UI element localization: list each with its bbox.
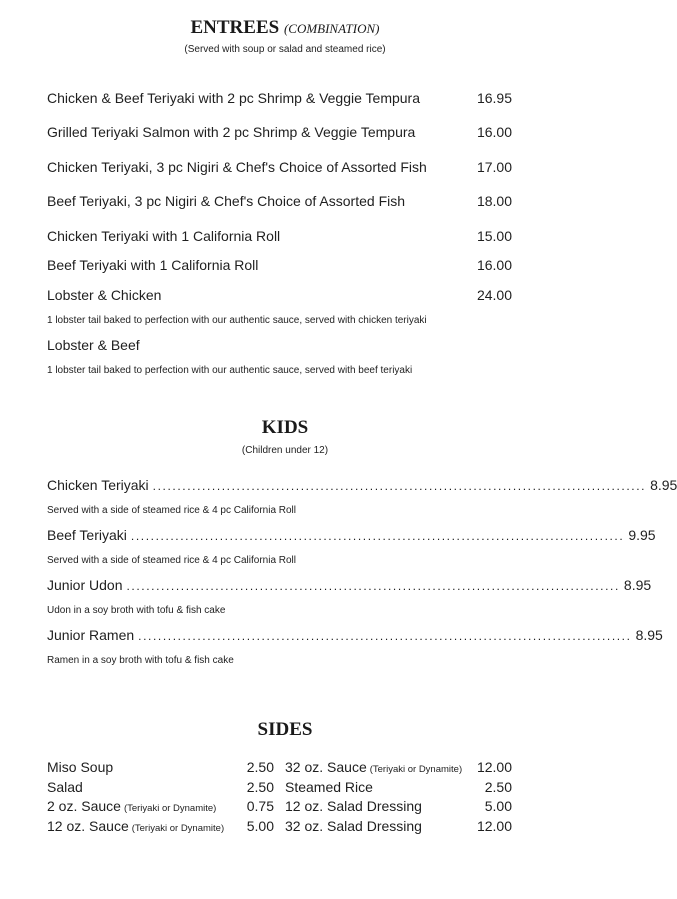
item-name: Beef Teriyaki <box>47 527 127 543</box>
side-item <box>47 797 274 818</box>
item-name: Grilled Teriyaki Salmon with 2 pc Shrimp & Veggie Tempura <box>47 124 416 140</box>
sides-title: SIDES <box>257 719 313 740</box>
entrees-heading <box>0 17 570 39</box>
side-item <box>47 817 274 838</box>
item-description: 1 lobster tail baked to perfection with our authentic sauce, served with chicken teriyaki <box>47 315 427 326</box>
side-price: 5.00 <box>246 818 274 834</box>
item-price: 8.95 <box>635 627 663 643</box>
dot-leader: .................................................................................................... <box>130 529 625 543</box>
item-description: Served with a side of steamed rice & 4 pc California Roll <box>47 505 297 516</box>
menu-item <box>47 192 512 210</box>
side-price: 2.50 <box>246 759 274 775</box>
menu-item <box>47 158 512 176</box>
side-name: Steamed Rice <box>285 779 373 795</box>
item-name: Lobster & Chicken <box>47 287 162 303</box>
side-name: Miso Soup <box>47 759 114 775</box>
item-name: Chicken Teriyaki <box>47 477 149 493</box>
side-price: 2.50 <box>484 779 512 795</box>
item-price: 9.95 <box>628 527 656 543</box>
menu-item <box>47 576 652 595</box>
side-item <box>47 778 274 796</box>
item-name: Chicken & Beef Teriyaki with 2 pc Shrimp & Veggie Tempura <box>47 90 421 106</box>
menu-item <box>47 89 512 107</box>
side-name: 12 oz. Salad Dressing <box>285 798 422 814</box>
entrees-title: ENTREES <box>190 17 280 38</box>
menu-item <box>47 626 663 645</box>
side-price: 12.00 <box>476 818 512 834</box>
item-description: Udon in a soy broth with tofu & fish cake <box>47 605 226 616</box>
menu-item <box>47 526 656 545</box>
item-price: 16.00 <box>476 124 512 140</box>
side-name: 12 oz. Sauce <box>47 818 129 834</box>
item-price: 16.95 <box>476 90 512 106</box>
item-name: Junior Ramen <box>47 627 135 643</box>
dot-leader: .................................................................................................... <box>126 579 620 593</box>
menu-item <box>47 256 512 274</box>
item-price: 16.00 <box>476 257 512 273</box>
side-note: (Teriyaki or Dynamite) <box>369 764 463 775</box>
item-price: 24.00 <box>476 287 512 303</box>
item-name: Chicken Teriyaki, 3 pc Nigiri & Chef's Choice of Assorted Fish <box>47 159 427 175</box>
item-price: 18.00 <box>476 193 512 209</box>
item-name: Lobster & Beef <box>47 337 140 353</box>
item-description: 1 lobster tail baked to perfection with our authentic sauce, served with beef teriyaki <box>47 365 413 376</box>
kids-title: KIDS <box>261 417 309 438</box>
kids-subtitle: (Children under 12) <box>241 445 329 456</box>
side-name: Salad <box>47 779 83 795</box>
kids-heading <box>0 417 570 439</box>
side-item <box>285 758 512 779</box>
side-price: 12.00 <box>476 759 512 775</box>
side-item <box>285 778 512 796</box>
menu-item <box>47 227 512 245</box>
menu-item <box>47 286 512 304</box>
dot-leader: .................................................................................................... <box>138 629 632 643</box>
item-name: Beef Teriyaki with 1 California Roll <box>47 257 259 273</box>
entrees-subtitle: (Served with soup or salad and steamed rice) <box>184 44 386 55</box>
menu-item <box>47 476 677 495</box>
menu-item <box>47 123 512 141</box>
menu-item <box>47 336 512 354</box>
side-item <box>47 758 274 776</box>
item-description: Served with a side of steamed rice & 4 pc California Roll <box>47 555 297 566</box>
sides-heading <box>0 719 570 741</box>
side-price: 5.00 <box>484 798 512 814</box>
item-price: 17.00 <box>476 159 512 175</box>
item-description: Ramen in a soy broth with tofu & fish cake <box>47 655 234 666</box>
side-price: 2.50 <box>246 779 274 795</box>
item-name: Junior Udon <box>47 577 123 593</box>
side-item <box>285 817 512 835</box>
side-name: 32 oz. Salad Dressing <box>285 818 422 834</box>
side-price: 0.75 <box>246 798 274 814</box>
side-name: 32 oz. Sauce <box>285 759 367 775</box>
dot-leader: .................................................................................................... <box>152 479 647 493</box>
side-note: (Teriyaki or Dynamite) <box>131 823 225 834</box>
side-note: (Teriyaki or Dynamite) <box>123 803 217 814</box>
item-price: 15.00 <box>476 228 512 244</box>
item-price: 8.95 <box>623 577 652 593</box>
item-name: Chicken Teriyaki with 1 California Roll <box>47 228 281 244</box>
entrees-title-note: (COMBINATION) <box>283 21 380 36</box>
side-item <box>285 797 512 815</box>
item-name: Beef Teriyaki, 3 pc Nigiri & Chef's Choice of Assorted Fish <box>47 193 406 209</box>
side-name: 2 oz. Sauce <box>47 798 121 814</box>
item-price: 8.95 <box>650 477 677 493</box>
